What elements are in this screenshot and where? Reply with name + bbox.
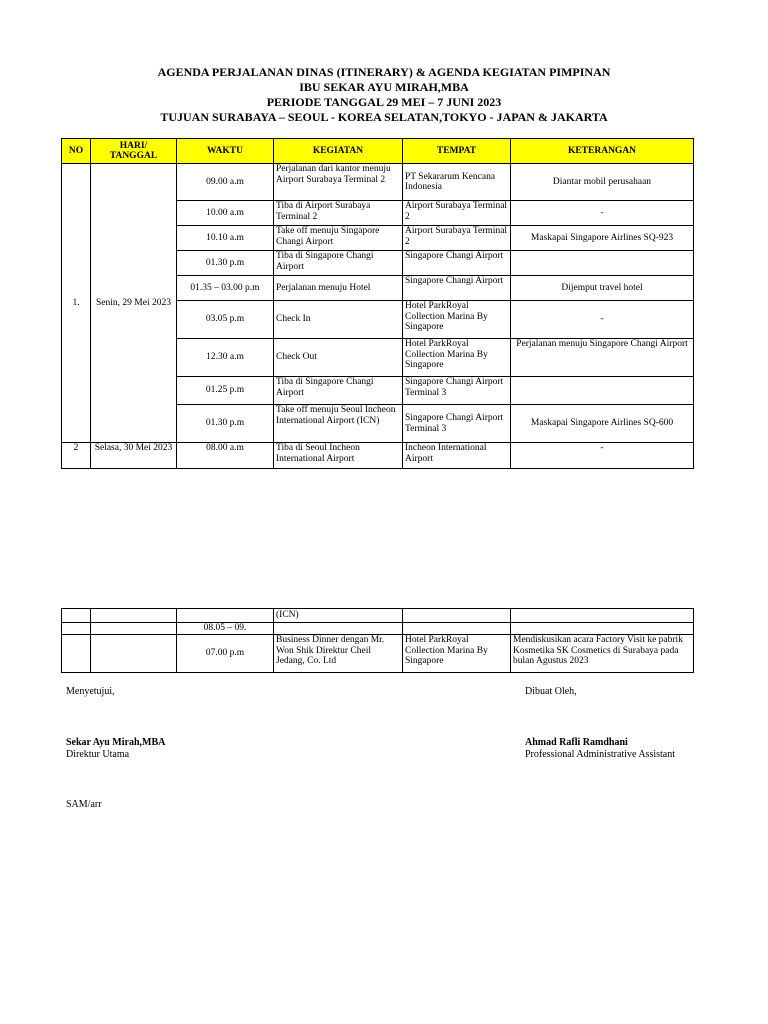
cell-tempat: Singapore Changi Airport bbox=[403, 276, 511, 301]
col-header-kegiatan: KEGIATAN bbox=[274, 139, 403, 164]
col-header-keterangan: KETERANGAN bbox=[511, 139, 694, 164]
cell-tempat: Singapore Changi Airport bbox=[403, 251, 511, 276]
cell-kegiatan: Check In bbox=[274, 301, 403, 339]
agenda-table bbox=[61, 138, 694, 469]
cell-kegiatan: (ICN) bbox=[274, 609, 403, 623]
cell-keterangan: Dijemput travel hotel bbox=[511, 276, 694, 301]
cell-tempat: Incheon International Airport bbox=[403, 443, 511, 469]
preparer-title: Professional Administrative Assistant bbox=[525, 749, 675, 760]
header-line-1: AGENDA PERJALANAN DINAS (ITINERARY) & AGENDA KEGIATAN PIMPINAN bbox=[157, 65, 611, 79]
cell-waktu: 08.05 – 09. bbox=[177, 623, 274, 635]
cell-keterangan: Mendiskusikan acara Factory Visit ke pabrik Kosmetika SK Cosmetics di Surabaya pada bulan Agustus 2023 bbox=[511, 635, 694, 673]
cell-date bbox=[91, 635, 177, 673]
cell-date bbox=[91, 609, 177, 623]
cell-kegiatan: Tiba di Seoul Incheon International Airport bbox=[274, 443, 403, 469]
cell-keterangan: - bbox=[511, 301, 694, 339]
cell-kegiatan: Perjalanan menuju Hotel bbox=[274, 276, 403, 301]
table-row bbox=[62, 164, 694, 201]
day-number: 1. bbox=[62, 164, 91, 443]
table-row bbox=[62, 443, 694, 469]
cell-keterangan: Maskapai Singapore Airlines SQ-600 bbox=[511, 405, 694, 443]
cell-keterangan: - bbox=[511, 201, 694, 226]
cell-keterangan: Diantar mobil perusahaan bbox=[511, 164, 694, 201]
cell-kegiatan: Take off menuju Seoul Incheon International Airport (ICN) bbox=[274, 405, 403, 443]
cell-tempat: Hotel ParkRoyal Collection Marina By Singapore bbox=[403, 339, 511, 377]
prepared-by-caption: Dibuat Oleh, bbox=[525, 686, 577, 697]
cell-kegiatan: Check Out bbox=[274, 339, 403, 377]
day-date: Selasa, 30 Mei 2023 bbox=[91, 443, 177, 469]
approver-name: Sekar Ayu Mirah,MBA bbox=[66, 737, 166, 748]
preparer-name: Ahmad Rafli Ramdhani bbox=[525, 737, 628, 748]
cell-waktu: 01.25 p.m bbox=[177, 377, 274, 405]
cell-waktu: 12.30 a.m bbox=[177, 339, 274, 377]
cell-keterangan bbox=[511, 251, 694, 276]
cell-waktu: 10.10 a.m bbox=[177, 226, 274, 251]
cell-tempat: Airport Surabaya Terminal 2 bbox=[403, 201, 511, 226]
col-header-no: NO bbox=[62, 139, 91, 164]
cell-waktu: 03.05 p.m bbox=[177, 301, 274, 339]
cell-kegiatan: Business Dinner dengan Mr. Won Shik Direktur Cheil Jedang, Co. Ltd bbox=[274, 635, 403, 673]
cell-tempat: Singapore Changi Airport Terminal 3 bbox=[403, 405, 511, 443]
cell-waktu: 07.00 p.m bbox=[177, 635, 274, 673]
header-line-2: IBU SEKAR AYU MIRAH,MBA bbox=[299, 80, 469, 94]
table-row bbox=[62, 609, 694, 623]
cell-waktu bbox=[177, 609, 274, 623]
cell-kegiatan bbox=[274, 623, 403, 635]
cell-keterangan: Maskapai Singapore Airlines SQ-923 bbox=[511, 226, 694, 251]
header-line-3: PERIODE TANGGAL 29 MEI – 7 JUNI 2023 bbox=[266, 95, 502, 109]
header-line-4: TUJUAN SURABAYA – SEOUL - KOREA SELATAN,TOKYO - JAPAN & JAKARTA bbox=[160, 110, 608, 124]
cell-kegiatan: Perjalanan dari kantor menuju Airport Surabaya Terminal 2 bbox=[274, 164, 403, 201]
approver-title: Direktur Utama bbox=[66, 749, 130, 760]
cell-keterangan bbox=[511, 623, 694, 635]
cell-tempat: Hotel ParkRoyal Collection Marina By Singapore bbox=[403, 635, 511, 673]
cell-waktu: 01.30 p.m bbox=[177, 251, 274, 276]
cell-no bbox=[62, 635, 91, 673]
cell-waktu: 10.00 a.m bbox=[177, 201, 274, 226]
document-header bbox=[0, 65, 768, 125]
cell-waktu: 09.00 a.m bbox=[177, 164, 274, 201]
cell-waktu: 08.00 a.m bbox=[177, 443, 274, 469]
reference-code: SAM/arr bbox=[66, 799, 102, 810]
cell-no bbox=[62, 609, 91, 623]
col-header-waktu: WAKTU bbox=[177, 139, 274, 164]
col-header-hari-tanggal: HARI/ TANGGAL bbox=[91, 139, 177, 164]
table-row bbox=[62, 635, 694, 673]
table-row bbox=[62, 623, 694, 635]
cell-tempat: Airport Surabaya Terminal 2 bbox=[403, 226, 511, 251]
cell-tempat: Singapore Changi Airport Terminal 3 bbox=[403, 377, 511, 405]
col-header-tempat: TEMPAT bbox=[403, 139, 511, 164]
cell-keterangan: Perjalanan menuju Singapore Changi Airport bbox=[511, 339, 694, 377]
cell-waktu: 01.30 p.m bbox=[177, 405, 274, 443]
agenda-table-continued bbox=[61, 608, 694, 673]
cell-kegiatan: Tiba di Singapore Changi Airport bbox=[274, 251, 403, 276]
cell-waktu: 01.35 – 03.00 p.m bbox=[177, 276, 274, 301]
cell-kegiatan: Take off menuju Singapore Changi Airport bbox=[274, 226, 403, 251]
table-header-row bbox=[62, 139, 694, 164]
day-date: Senin, 29 Mei 2023 bbox=[91, 164, 177, 443]
day-number: 2 bbox=[62, 443, 91, 469]
cell-keterangan bbox=[511, 377, 694, 405]
cell-tempat bbox=[403, 623, 511, 635]
cell-tempat: PT Sekararum Kencana Indonesia bbox=[403, 164, 511, 201]
cell-keterangan bbox=[511, 609, 694, 623]
cell-no bbox=[62, 623, 91, 635]
approval-caption: Menyetujui, bbox=[66, 686, 115, 697]
cell-kegiatan: Tiba di Singapore Changi Airport bbox=[274, 377, 403, 405]
cell-kegiatan: Tiba di Airport Surabaya Terminal 2 bbox=[274, 201, 403, 226]
cell-date bbox=[91, 623, 177, 635]
cell-keterangan: - bbox=[511, 443, 694, 469]
cell-tempat: Hotel ParkRoyal Collection Marina By Singapore bbox=[403, 301, 511, 339]
cell-tempat bbox=[403, 609, 511, 623]
